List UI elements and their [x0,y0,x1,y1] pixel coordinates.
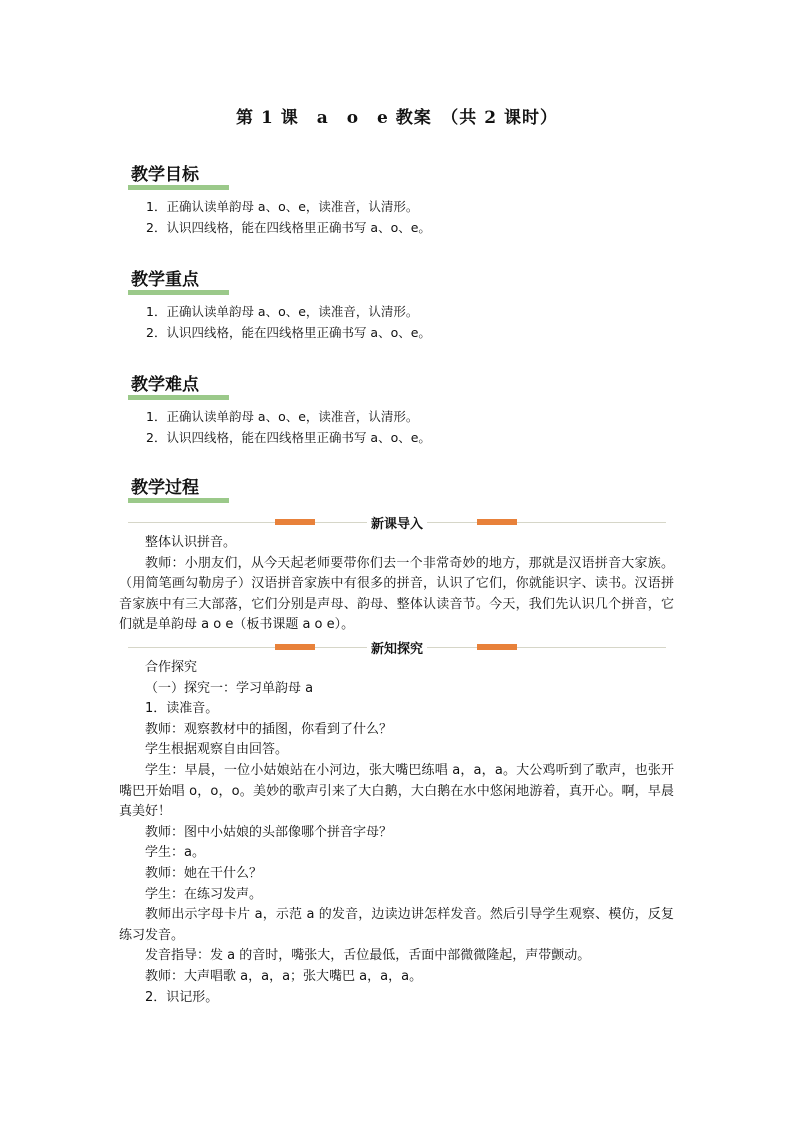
paragraph: 教师：图中小姑娘的头部像哪个拼音字母？ [145,824,393,840]
section-heading [128,160,203,187]
section-heading [128,265,203,292]
paragraph: 学生：a。 [145,845,205,861]
heading-underline [128,290,229,295]
divider-label-text: 新课导入 [367,517,427,532]
list-item: 1．正确认读单韵母 a、o、e，读准音，认清形。 [146,199,419,214]
intro-body [119,533,674,636]
section-objectives [128,160,431,238]
paragraph: 学生根据观察自由回答。 [145,742,289,758]
section-difficulties [128,370,431,448]
paragraph: 2．识记形。 [145,989,219,1005]
section-heading-text: 教学目标 [131,165,199,185]
paragraph: 教师：观察教材中的插图，你看到了什么？ [145,721,393,737]
section-heading [128,370,203,397]
divider-label [128,638,666,657]
section-heading [128,473,203,500]
heading-underline [128,498,229,503]
explore-body [119,658,674,1008]
section-key-points [128,265,431,343]
heading-underline [128,185,229,190]
divider-label [128,513,666,532]
difficulty-list [128,407,431,448]
list-item: 2．认识四线格，能在四线格里正确书写 a、o、e。 [146,429,431,445]
section-process [128,473,203,500]
paragraph: 合作探究 [145,660,198,675]
section-heading-text: 教学重点 [131,270,199,290]
divider-intro [128,515,666,532]
paragraph: 整体认识拼音。 [145,535,237,550]
key-point-list [128,302,431,343]
section-heading-text: 教学过程 [131,478,199,498]
document-title: 第 1 课 a o e 教案 （共 2 课时） [236,108,558,128]
paragraph: （一）探究一：学习单韵母 a [145,680,314,696]
list-item: 2．认识四线格，能在四线格里正确书写 a、o、e。 [146,324,431,340]
section-heading-text: 教学难点 [131,375,199,395]
list-item: 1．正确认读单韵母 a、o、e，读准音，认清形。 [146,304,419,319]
paragraph: 教师出示字母卡片 a，示范 a 的发音，边读边讲怎样发音。然后引导学生观察、模仿，反复练习发音。 [119,907,674,943]
paragraph: 教师：大声唱歌 a，a，a；张大嘴巴 a，a，a。 [145,968,423,984]
divider-label-text: 新知探究 [367,642,427,657]
list-item: 1．正确认读单韵母 a、o、e，读准音，认清形。 [146,409,419,424]
paragraph: 学生：在练习发声。 [145,886,263,902]
paragraph: 教师：她在干什么？ [145,865,263,881]
objective-list [128,197,431,238]
paragraph: 发音指导：发 a 的音时，嘴张大，舌位最低，舌面中部微微隆起，声带颤动。 [145,948,591,964]
paragraph: 1．读准音。 [145,701,219,717]
list-item: 2．认识四线格，能在四线格里正确书写 a、o、e。 [146,219,431,235]
heading-underline [128,395,229,400]
divider-explore [128,640,666,657]
paragraph: 教师：小朋友们，从今天起老师要带你们去一个非常奇妙的地方，那就是汉语拼音大家族。（用简笔画勾勒房子）汉语拼音家族中有很多的拼音，认识了它们，你就能识字、读书。汉语拼音家族中有三大部落，它们分别是声母、韵母、整体认读音节。今天，我们先认识几个拼音，它们就是单韵母 a o e（板书课题 a o e）。 [119,555,674,633]
paragraph: 学生：早晨，一位小姑娘站在小河边，张大嘴巴练唱 a，a，a。大公鸡听到了歌声，也张开嘴巴开始唱 o，o，o。美妙的歌声引来了大白鹅，大白鹅在水中悠闲地游着，真开心。啊，早晨真美好！ [119,762,674,820]
